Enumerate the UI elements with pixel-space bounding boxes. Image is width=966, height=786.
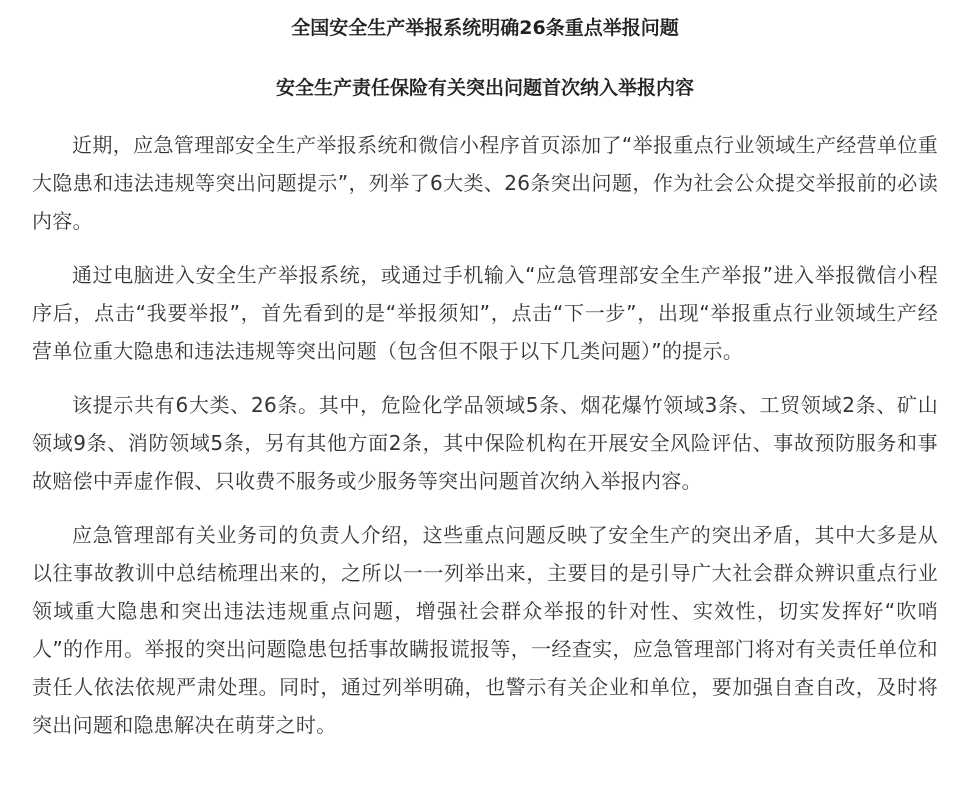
paragraph-official-comment: 应急管理部有关业务司的负责人介绍，这些重点问题反映了安全生产的突出矛盾，其中大多是从以往事故教训中总结梳理出来的，之所以一一列举出来，主要目的是引导广大社会群众辨识重点行业领域重大隐患和突出违法违规重点问题，增强社会群众举报的针对性、实效性，切实发挥好“吹哨人”的作用。举报的突出问题隐患包括事故瞒报谎报等，一经查实，应急管理部门将对有关责任单位和责任人依法依规严肃处理。同时，通过列举明确，也警示有关企业和单位，要加强自查自改，及时将突出问题和隐患解决在萌芽之时。: [32, 523, 938, 737]
paragraph-categories: 该提示共有6大类、26条。其中，危险化学品领域5条、烟花爆竹领域3条、工贸领域2条、矿山领域9条、消防领域5条，另有其他方面2条，其中保险机构在开展安全风险评估、事故预防服务和事故赔偿中弄虚作假、只收费不服务或少服务等突出问题首次纳入举报内容。: [32, 393, 938, 493]
paragraph-access-steps: 通过电脑进入安全生产举报系统，或通过手机输入“应急管理部安全生产举报”进入举报微信小程序后，点击“我要举报”，首先看到的是“举报须知”，点击“下一步”，出现“举报重点行业领域生产经营单位重大隐患和违法违规等突出问题（包含但不限于以下几类问题）”的提示。: [32, 263, 938, 363]
article-headline: 全国安全生产举报系统明确26条重点举报问题: [291, 17, 679, 39]
article-subheadline: 安全生产责任保险有关突出问题首次纳入举报内容: [275, 77, 694, 99]
paragraph-intro: 近期，应急管理部安全生产举报系统和微信小程序首页添加了“举报重点行业领域生产经营单位重大隐患和违法违规等突出问题提示”，列举了6大类、26条突出问题，作为社会公众提交举报前的必读内容。: [32, 133, 938, 233]
